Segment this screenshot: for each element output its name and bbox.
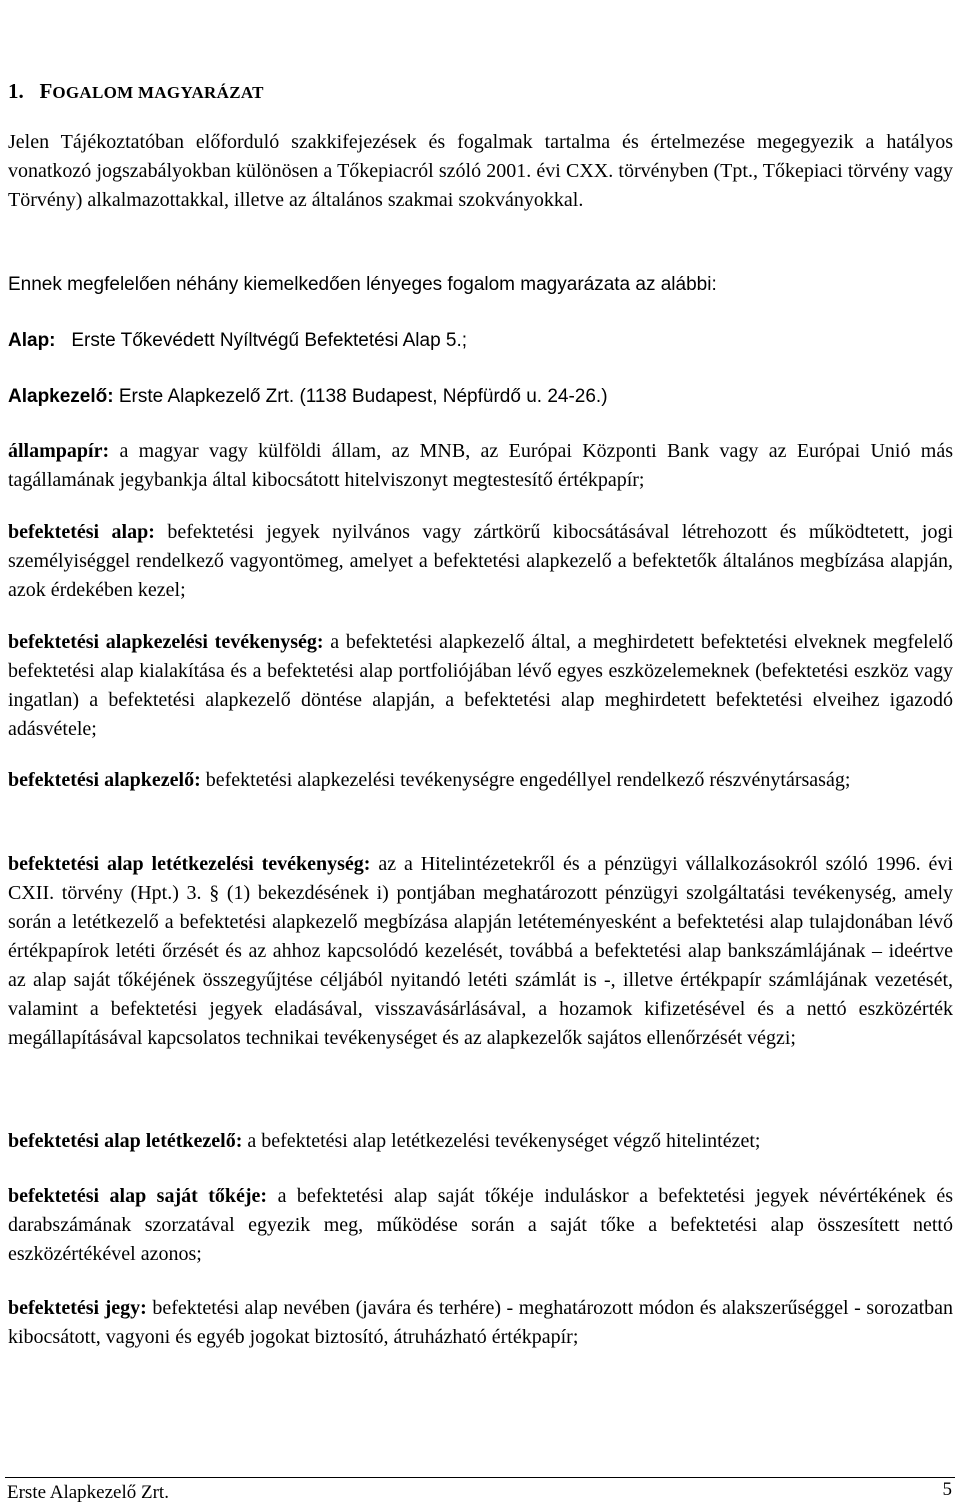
- term: befektetési alap letétkezelési tevékenység:: [8, 853, 371, 875]
- term: befektetési alap letétkezelő:: [8, 1130, 243, 1152]
- term: befektetési alap saját tőkéje:: [8, 1185, 268, 1207]
- heading-initial: F: [39, 79, 53, 103]
- term: befektetési alapkezelési tevékenység:: [8, 631, 324, 653]
- definition-sajat-toke: [8, 1182, 953, 1269]
- term-definition: a befektetési alapkezelő által, a meghirdetett befektetési elveknek megfelelő befektetési alap kialakítása és a befektetési alap portfoliójában lévő egyes eszközelemeknek (befektetési eszköz vagy ingatlan) a befektetési alapkezelő döntése alapján, a befektetési alap meghirdetett befektetési elveihez igazodó adásvétele;: [8, 631, 954, 740]
- definition-alap: [8, 326, 953, 355]
- heading-rest: OGALOM MAGYARÁZAT: [52, 83, 264, 102]
- term-definition: befektetési alapkezelési tevékenységre engedéllyel rendelkező részvénytársaság;: [205, 769, 851, 791]
- definition-alapkezelesi-tevekenyseg: [8, 628, 953, 744]
- definition-allampapir: [8, 437, 953, 495]
- definition-befektetesi-jegy: [8, 1294, 953, 1352]
- definition-alapkezelo: [8, 766, 953, 795]
- intro-paragraph: Jelen Tájékoztatóban előforduló szakkifejezések és fogalmak tartalma és értelmezése megegyezik a hatályos vonatkozó jogszabályokban különösen a Tőkepiacról szóló 2001. évi CXX. törvényben (Tpt., Tőkepiaci törvény vagy Törvény) alkalmazottakkal, illetve az általános szakmai szokványokkal.: [8, 131, 953, 211]
- section-heading: [8, 76, 953, 108]
- term: állampapír:: [8, 440, 110, 462]
- term-definition: befektetési alap nevében (javára és terhére) - meghatározott módon és alakszerűséggel - sorozatban kibocsátott, vagyoni és egyéb jogokat biztosító, átruházható értékpapír;: [8, 1297, 953, 1348]
- term-definition: az a Hitelintézetekről és a pénzügyi vállalkozásokról szóló 1996. évi CXII. törvény (Hpt.) 3. § (1) bekezdésének i) pontjában meghatározott pénzügyi szolgáltatási tevékenység, amely során a letétkezelő a befektetési alapkezelő megbízása alapján letéteményesként a befektetési alap tulajdonában lévő értékpapírok letéti őrzését és az ahhoz kapcsolódó kezelését, továbbá a befektetési alap bankszámlájának – ideértve az alap saját tőkéjének összegyűjtése céljából nyitandó letéti számlát is -, illetve értékpapír számlájának vezetését, valamint a befektetési jegyek eladásával, visszavásárlásával, a hozamok kifizetésével és a nettó eszközérték megállapításával kapcsolatos technikai tevékenységet és az alapkezelők sajátos ellenőrzését végzi;: [8, 853, 953, 1049]
- term: befektetési jegy:: [8, 1297, 147, 1319]
- term-definition: a magyar vagy külföldi állam, az MNB, az Európai Központi Bank vagy az Európai Unió más tagállamának jegybankja által kibocsátott hitelviszonyt megtestesítő értékpapír;: [8, 440, 954, 491]
- definition-letetkezelo: [8, 1127, 953, 1156]
- term-definition: a befektetési alap letétkezelési tevékenységet végző hitelintézet;: [247, 1130, 761, 1152]
- section-number: 1.: [8, 79, 24, 103]
- term: befektetési alapkezelő:: [8, 769, 201, 791]
- term: Alapkezelő:: [8, 386, 114, 407]
- definition-befektetesi-alap: [8, 518, 953, 605]
- term: befektetési alap:: [8, 521, 155, 543]
- definition-letetkezelesi-tevekenyseg: [8, 850, 953, 1053]
- footer-company: Erste Alapkezelő Zrt.: [7, 1482, 169, 1503]
- term-definition: befektetési jegyek nyilvános vagy zártkörű kibocsátásával létrehozott és működtetett, jogi személyiséggel rendelkező vagyontömeg, amelyet a befektetési alapkezelő a befektetők általános megbízása alapján, azok érdekében kezel;: [8, 521, 954, 601]
- footer-divider: [5, 1477, 955, 1478]
- term: Alap:: [8, 330, 56, 351]
- term-definition: a befektetési alap saját tőkéje induláskor a befektetési jegyek névértékének és darabszámának szorzatával egyezik meg, működése során a saját tőke a befektetési alap összesített nettó eszközértékével azonos;: [8, 1185, 954, 1265]
- lead-paragraph: Ennek megfelelően néhány kiemelkedően lényeges fogalom magyarázata az alábbi:: [8, 274, 717, 295]
- definition-alapkezelo: [8, 382, 953, 411]
- page-number: 5: [942, 1479, 952, 1500]
- term-definition: Erste Tőkevédett Nyíltvégű Befektetési Alap 5.;: [71, 330, 468, 351]
- term-definition: Erste Alapkezelő Zrt. (1138 Budapest, Népfürdő u. 24-26.): [118, 386, 608, 407]
